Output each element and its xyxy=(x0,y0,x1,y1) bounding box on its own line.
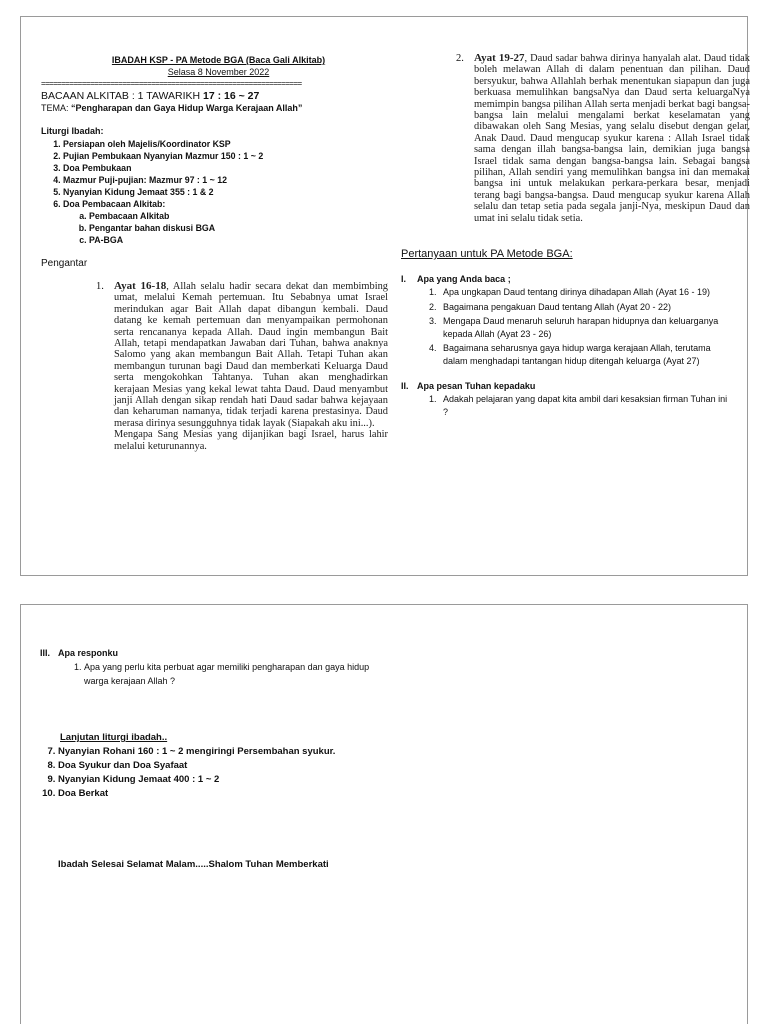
page2-body xyxy=(40,648,370,870)
section-numeral: I. xyxy=(401,274,407,285)
lanjutan-item: 7. Nyanyian Rohani 160 : 1 ~ 2 mengiringi Persembahan syukur. xyxy=(58,745,370,759)
ayat-item-1 xyxy=(96,281,388,452)
section-numeral: II. xyxy=(401,381,409,392)
ayat-text: , Allah selalu hadir secara dekat dan membimbing umat, melalui Kemah pertemuan. Itu Sebabnya umat Israel merindukan agar Bait Allah dapat dibangun kembali. Daud datang ke kemah pertemuan dan menyampaikan permohonan serta rencananya kepada Allah. Daud ingin membangun Bait Allah, tetapi mendapatkan Jawaban dari Tuhan, bahwa anaknya Salomo yang akan membangun Bait Allah. Tetapi Tuhan akan membangun turunan bagi Daud dan memberkati Keluarga Daud serta mengokohkan Tahtanya. Tuhan akan menghadirkan kerajaan Mesias yang kekal lewat tahta Daud. Daud menyambut janji Allah dengan sikap rendah hati Daud sadar bahwa kejayaan dan keharuman namanya, tidak terjadi karena prestasinya. Daud merasa dirinya sesungguhnya tidak layak (Siapakah aku ini...). xyxy=(114,281,388,429)
lanjutan-item: 10. Doa Berkat xyxy=(58,787,370,801)
liturgi-subitem: c. PA-BGA xyxy=(89,234,396,246)
liturgi-item-label: Doa Pembacaan Alkitab: xyxy=(63,199,166,209)
bacaan-ref: 17 : 16 ~ 27 xyxy=(203,90,260,102)
tema-text: “Pengharapan dan Gaya Hidup Warga Kerajaan Allah” xyxy=(71,103,303,113)
liturgi-item: 4. Mazmur Puji-pujian: Mazmur 97 : 1 ~ 12 xyxy=(63,174,396,186)
section-heading-3 xyxy=(40,648,370,658)
question-item: 1. Apa ungkapan Daud tentang dirinya dihadapan Allah (Ayat 16 - 19) xyxy=(439,286,731,299)
ayat-number: 2. xyxy=(456,53,464,64)
question-item: 2. Bagaimana pengakuan Daud tentang Allah (Ayat 20 - 22) xyxy=(439,301,731,314)
liturgi-item: 3. Doa Pembukaan xyxy=(63,162,396,174)
document-page-1 xyxy=(20,16,748,576)
tema xyxy=(41,103,396,113)
liturgi-list xyxy=(41,138,396,246)
section-numeral: III. xyxy=(40,648,51,658)
section-heading-2 xyxy=(401,381,731,391)
document-page-2 xyxy=(20,604,748,1024)
lanjutan-item: 8. Doa Syukur dan Doa Syafaat xyxy=(58,759,370,773)
section-title: Apa yang Anda baca ; xyxy=(417,274,511,285)
lanjutan-list xyxy=(40,745,370,801)
liturgi-subitem: a. Pembacaan Alkitab xyxy=(89,210,396,222)
bacaan-label: BACAAN ALKITAB : 1 TAWARIKH xyxy=(41,90,204,102)
ayat-paragraph xyxy=(114,281,388,452)
question-list-2 xyxy=(401,393,731,418)
tema-label: TEMA: xyxy=(41,103,72,113)
liturgi-item: 1. Persiapan oleh Majelis/Koordinator KSP xyxy=(63,138,396,150)
ayat-text-2: Mengapa Sang Mesias yang dijanjikan bagi Israel, harus lahir melalui keturunannya. xyxy=(114,429,388,452)
liturgi-sublist xyxy=(63,210,396,246)
liturgi-item: 5. Nyanyian Kidung Jemaat 355 : 1 & 2 xyxy=(63,186,396,198)
document-title: IBADAH KSP - PA Metode BGA (Baca Gali Alkitab) xyxy=(111,55,326,65)
question-list-3 xyxy=(40,660,370,688)
document-date: Selasa 8 November 2022 xyxy=(167,67,270,77)
left-column xyxy=(41,55,396,452)
ayat-text: , Daud sadar bahwa dirinya hanyalah alat. Daud tidak boleh melawan Allah di dalam penentuan dan pilihan. Daud bersyukur, bahwa Allahlah berhak menentukan siapapun dan juga berkuasa memulihkan bangsaNya dan Daud serta keluargaNya memimpin bangsa pilihan Allah serta menjadi berkat bagi bangsa-bangsa lain melalui mengalami berkat keselamatan yang dibawakan oleh Sang Mesias, yang selalu disebut dengan gelar, Anak Daud. Daud mengucap syukur karena : Allah Israel tidak sama dengan illah bangsa-bangsa lain, demikian juga bangsa Israel tidak sama dengan bangsa-bangsa lain. Sebagai bangsa pilihan, Allah sendiri yang memulihkan bangsa ini dan memakai bangsa ini untuk melakukan perkara-perkara besar, menjadi terang bagi bangsa-bangsa. Daud mengucap syukur karena Allah selalu dan tetap setia pada segala janji-Nya, meskipun Daud dan umat ini selalu tidak setia. xyxy=(474,53,750,224)
ayat-ref: Ayat 16-18 xyxy=(114,280,167,292)
liturgi-item xyxy=(63,198,396,246)
right-column xyxy=(401,52,750,420)
section-title: Apa pesan Tuhan kepadaku xyxy=(417,381,536,392)
ayat-number: 1. xyxy=(96,281,104,292)
lanjutan-heading: Lanjutan liturgi ibadah.. xyxy=(60,732,168,743)
lanjutan-item: 9. Nyanyian Kidung Jemaat 400 : 1 ~ 2 xyxy=(58,773,370,787)
ayat-paragraph xyxy=(474,53,750,224)
pengantar-heading: Pengantar xyxy=(41,258,88,269)
separator-line: ================================================================ xyxy=(41,79,302,88)
section-title: Apa responku xyxy=(58,648,119,658)
question-item: 3. Mengapa Daud menaruh seluruh harapan hidupnya dan keluarganya kepada Allah (Ayat 23 - 26) xyxy=(439,315,731,340)
question-list-1 xyxy=(401,286,731,367)
liturgi-subitem: b. Pengantar bahan diskusi BGA xyxy=(89,222,396,234)
liturgi-item: 2. Pujian Pembukaan Nyanyian Mazmur 150 : 1 ~ 2 xyxy=(63,150,396,162)
question-item: 1. Adakah pelajaran yang dapat kita ambil dari kesaksian firman Tuhan ini ? xyxy=(439,393,731,418)
ayat-ref: Ayat 19-27 xyxy=(474,52,525,64)
question-item: 4. Bagaimana seharusnya gaya hidup warga kerajaan Allah, terutama dalam menghadapi tantangan hidup ditengah keluarga (Ayat 27) xyxy=(439,342,731,367)
question-item: 1. Apa yang perlu kita perbuat agar memiliki pengharapan dan gaya hidup warga kerajaan Allah ? xyxy=(84,660,370,688)
bacaan-alkitab xyxy=(41,90,396,102)
closing-text: Ibadah Selesai Selamat Malam.....Shalom Tuhan Memberkati xyxy=(58,859,329,870)
liturgi-heading: Liturgi Ibadah: xyxy=(41,126,104,136)
pertanyaan-heading: Pertanyaan untuk PA Metode BGA: xyxy=(401,248,573,261)
ayat-item-2 xyxy=(456,53,750,224)
section-heading-1 xyxy=(401,274,731,284)
